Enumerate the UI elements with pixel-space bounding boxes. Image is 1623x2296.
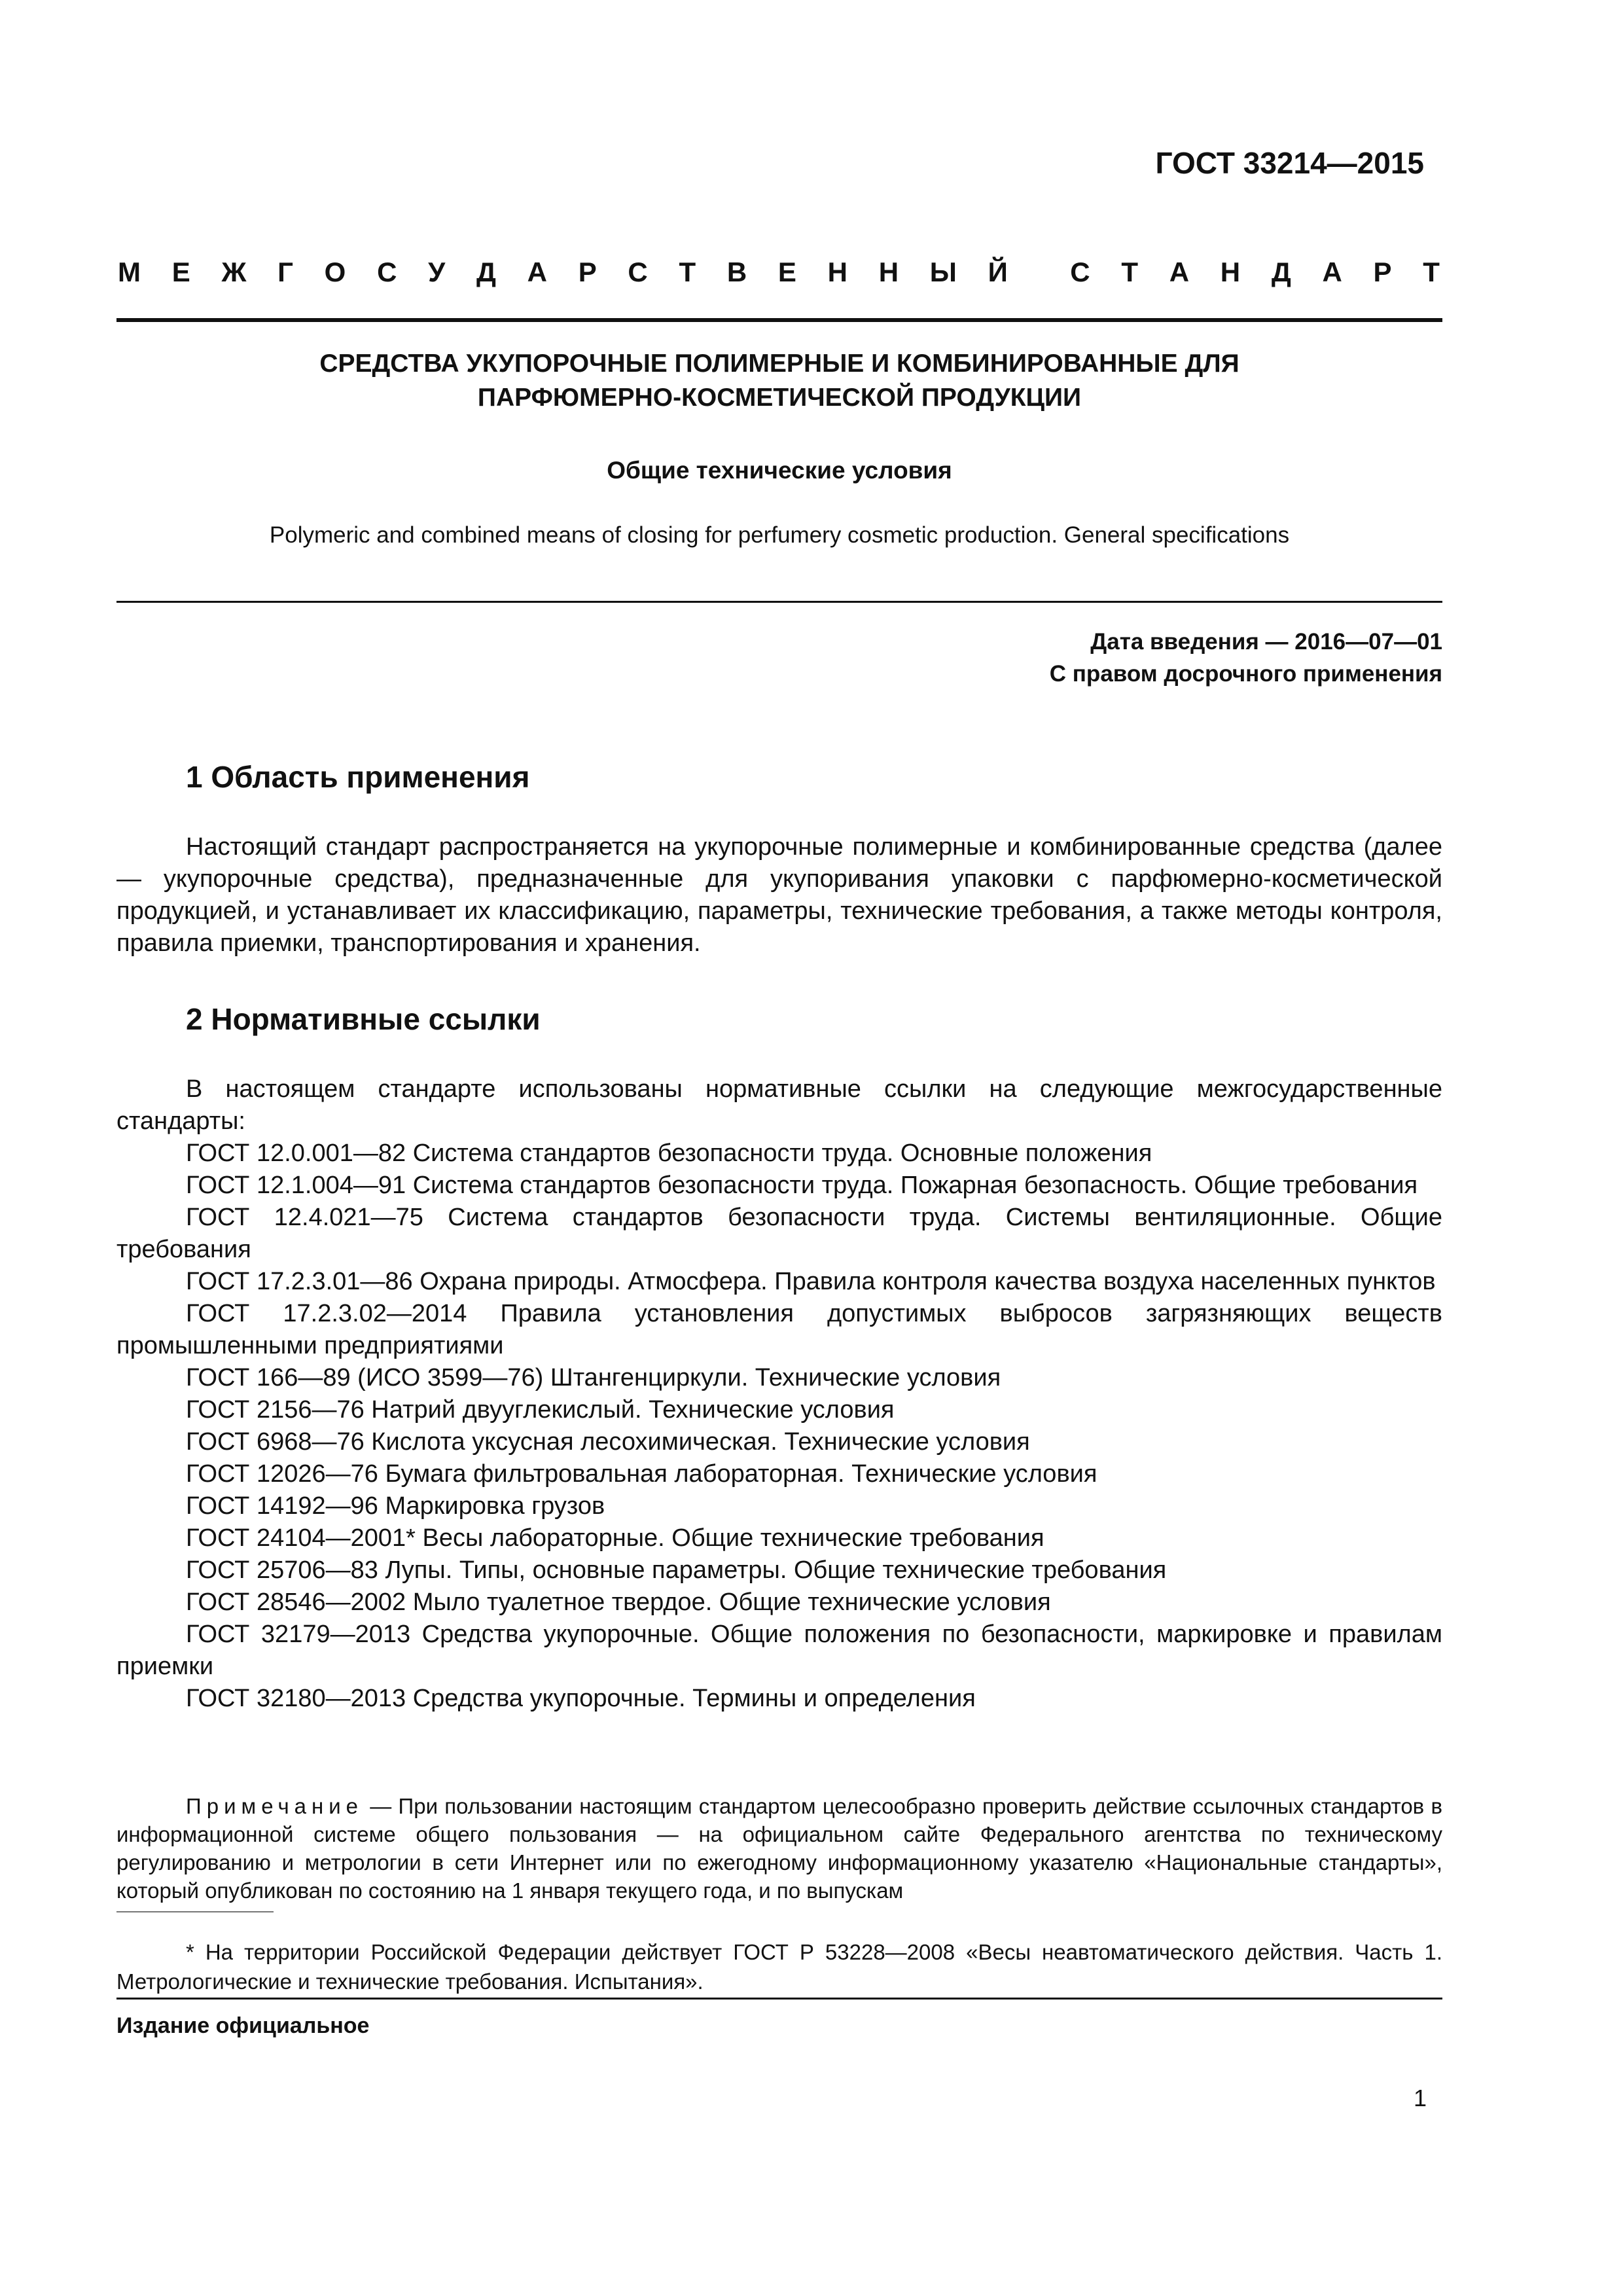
reference-item: ГОСТ 6968—76 Кислота уксусная лесохимическая. Технические условия: [186, 1428, 1030, 1456]
title-rule: [116, 601, 1442, 603]
english-title: Polymeric and combined means of closing for perfumery cosmetic production. General specifications: [269, 522, 1290, 548]
document-subtitle: Общие технические условия: [607, 457, 952, 484]
reference-item: ГОСТ 12026—76 Бумага фильтровальная лабораторная. Технические условия: [186, 1460, 1097, 1488]
section-2-intro: В настоящем стандарте использованы нормативные ссылки на следующие межгосударственные стандарты:: [116, 1075, 1442, 1135]
section-1-text: Настоящий стандарт распространяется на укупорочные полимерные и комбинированные средства (далее — укупорочные средства), предназначенные для укупоривания упаковки с парфюмерно-косметической продукцией, и устанавливает их классификацию, параметры, технические требования, а также методы контроля, правила приемки, транспортирования и хранения.: [116, 833, 1442, 957]
reference-item: ГОСТ 12.4.021—75 Система стандартов безопасности труда. Системы вентиляционные. Общие требования: [116, 1204, 1442, 1263]
note-label: Примечание: [186, 1794, 364, 1818]
normative-references: [116, 1073, 1442, 1715]
reference-item: ГОСТ 25706—83 Лупы. Типы, основные параметры. Общие технические требования: [186, 1556, 1167, 1584]
footnote-separator: [116, 1911, 274, 1912]
reference-item: ГОСТ 17.2.3.02—2014 Правила установления допустимых выбросов загрязняющих веществ промышленными предприятиями: [116, 1300, 1442, 1359]
reference-item: ГОСТ 17.2.3.01—86 Охрана природы. Атмосфера. Правила контроля качества воздуха населенных пунктов: [186, 1268, 1436, 1295]
page-number: 1: [1413, 2085, 1427, 2111]
note: [116, 1792, 1442, 1905]
edition-label: Издание официальное: [116, 2013, 370, 2038]
footer-rule: [116, 1998, 1442, 2000]
document-number: ГОСТ 33214—2015: [1155, 146, 1424, 180]
reference-item: ГОСТ 12.1.004—91 Система стандартов безопасности труда. Пожарная безопасность. Общие требования: [186, 1172, 1418, 1199]
reference-item: ГОСТ 14192—96 Маркировка грузов: [186, 1492, 605, 1520]
introduction-date: Дата введения — 2016—07—01 С правом досрочного применения: [1049, 629, 1442, 687]
reference-item: ГОСТ 12.0.001—82 Система стандартов безопасности труда. Основные положения: [186, 1139, 1152, 1167]
reference-item: ГОСТ 32179—2013 Средства укупорочные. Общие положения по безопасности, маркировке и правилам приемки: [116, 1621, 1442, 1680]
footnote: * На территории Российской Федерации действует ГОСТ Р 53228—2008 «Весы неавтоматического действия. Часть 1. Метрологические и технические требования. Испытания».: [116, 1940, 1442, 1994]
header-rule: [116, 318, 1442, 322]
reference-item: ГОСТ 2156—76 Натрий двууглекислый. Технические условия: [186, 1396, 895, 1424]
section-2-heading: 2 Нормативные ссылки: [186, 1002, 541, 1036]
reference-item: ГОСТ 166—89 (ИСО 3599—76) Штангенциркули. Технические условия: [186, 1364, 1001, 1391]
note-text: — При пользовании настоящим стандартом целесообразно проверить действие ссылочных стандартов в информационной системе общего пользования — на официальном сайте Федерального агентства по техническому регулированию и метрологии в сети Интернет или по ежегодному информационному указателю «Национальные стандарты», который опубликован по состоянию на 1 января текущего года, и по выпускам: [116, 1794, 1442, 1903]
reference-item: ГОСТ 28546—2002 Мыло туалетное твердое. Общие технические условия: [186, 1588, 1051, 1616]
document-title: СРЕДСТВА УКУПОРОЧНЫЕ ПОЛИМЕРНЫЕ И КОМБИНИРОВАННЫЕ ДЛЯ ПАРФЮМЕРНО-КОСМЕТИЧЕСКОЙ ПРОДУКЦИИ: [319, 350, 1240, 412]
section-1-heading: 1 Область применения: [186, 760, 530, 794]
reference-item: ГОСТ 32180—2013 Средства укупорочные. Термины и определения: [186, 1685, 976, 1712]
reference-item: ГОСТ 24104—2001* Весы лабораторные. Общие технические требования: [186, 1524, 1044, 1552]
standard-kind-heading: М Е Ж Г О С У Д А Р С Т В Е Н Н Ы Й С Т А Н Д А Р Т: [118, 257, 1440, 287]
